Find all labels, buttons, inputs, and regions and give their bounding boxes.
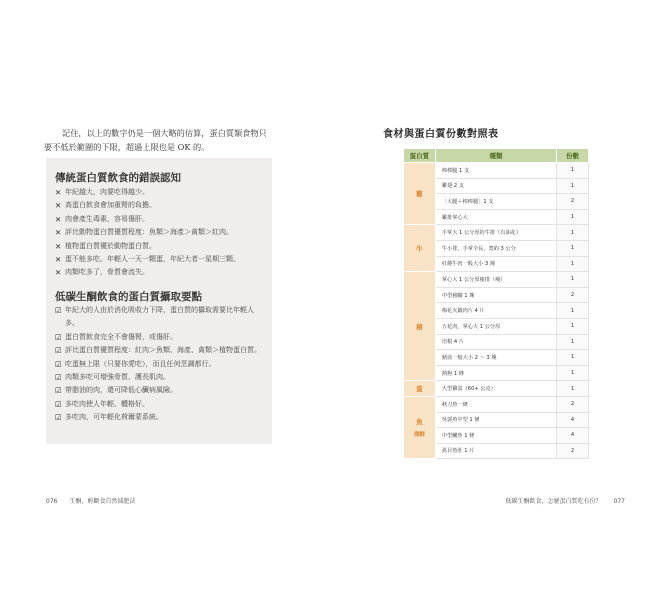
- food-item-cell: 中型鱸魚 1 條: [435, 428, 556, 444]
- table-row: [404, 272, 589, 288]
- list-item: [55, 398, 267, 411]
- header-type: 種類: [435, 149, 556, 163]
- list-item-text: 年紀大的人由於消化吸收力下降，蛋白質的攝取需要比年輕人多。: [65, 306, 254, 328]
- category-cell: [404, 163, 436, 225]
- list-item: [55, 358, 267, 371]
- cross-icon: ✕: [55, 255, 62, 265]
- running-title: 低碳生酮飲食，怎麼蛋白質吃有份？: [505, 498, 602, 505]
- checkbox-icon: ☑: [55, 346, 62, 356]
- category-label: 蛋: [416, 385, 423, 394]
- checkbox-icon: ☑: [55, 386, 62, 396]
- food-item-cell: 豬血一般大小 2 ～ 3 塊: [435, 350, 556, 366]
- table-row: [404, 381, 589, 397]
- cross-icon: ✕: [55, 201, 62, 211]
- category-cell: [404, 396, 436, 458]
- page-number: 077: [613, 498, 625, 505]
- list-item-text: 蛋白質飲食完全不會傷腎，或傷肝。: [65, 332, 177, 341]
- portion-cell: 1: [557, 365, 589, 381]
- food-item-cell: 吳郭魚中型 1 條: [435, 412, 556, 428]
- portion-cell: 2: [557, 194, 589, 210]
- cross-icon: ✕: [55, 214, 62, 224]
- food-item-cell: 〔大腿＋棒棒腿〕1 支: [435, 194, 556, 210]
- portion-cell: 1: [557, 178, 589, 194]
- food-item-cell: 牛小排，手掌全長，寬約 3 公分: [435, 240, 556, 256]
- portion-cell: 2: [557, 396, 589, 412]
- list-item-text: 植物蛋白質優於動物蛋白質。: [65, 241, 156, 250]
- food-item-cell: 雞排掌心大: [435, 209, 556, 225]
- key-points-list: [55, 304, 267, 425]
- food-item-cell: 紅燒牛肉一般大小 3 塊: [435, 256, 556, 272]
- list-item-text: 蛋不能多吃。年輕人一天一顆蛋，年紀大者一星期三顆。: [65, 255, 240, 264]
- list-item: [55, 331, 267, 344]
- right-page: [327, 0, 655, 609]
- category-label: 牛: [416, 244, 423, 253]
- food-item-cell: 雞翅 2 支: [435, 178, 556, 194]
- portion-cell: 1: [557, 225, 589, 241]
- portion-cell: 2: [557, 443, 589, 459]
- checkbox-icon: ☑: [55, 306, 62, 315]
- portion-cell: 1: [557, 209, 589, 225]
- list-item-text: 肉類多吃可增強骨質、護長肌肉。: [65, 373, 170, 382]
- footer-right: [506, 496, 625, 505]
- list-item-text: 高蛋白飲食會加重腎的負擔。: [65, 201, 156, 210]
- food-item-cell: 掌心大 1 公分厚豬排（瘦）: [435, 272, 556, 288]
- running-title: 生酮，輕斷食自然減肥法: [69, 498, 136, 505]
- list-item-text: 多吃肉，可年輕化荷爾蒙系統。: [65, 413, 163, 422]
- list-item: [55, 213, 267, 226]
- portion-cell: 2: [557, 287, 589, 303]
- header-portion: 份數: [557, 149, 589, 163]
- food-item-cell: 秋刀魚一條: [435, 396, 556, 412]
- list-item: [55, 240, 267, 253]
- table-row: [404, 225, 589, 241]
- food-item-cell: 手掌大 1 公分厚的牛排（有油花）: [435, 225, 556, 241]
- portion-cell: 1: [557, 303, 589, 319]
- food-item-cell: 棒棒腿 1 支: [435, 163, 556, 179]
- food-item-cell: 虱目魚肚 1 片: [435, 443, 556, 459]
- list-item: [55, 384, 267, 397]
- portion-cell: 1: [557, 318, 589, 334]
- category-label: 豬: [416, 322, 423, 331]
- list-item-text: 評比蛋白質優質程度：紅肉＞魚類、海產、禽類＞植物蛋白質。: [65, 346, 261, 355]
- food-item-cell: 中型豬腳 1 塊: [435, 287, 556, 303]
- table-header-row: [404, 149, 589, 163]
- food-item-cell: 熱狗 1 條: [435, 365, 556, 381]
- table-row: [404, 396, 589, 412]
- list-item-text: 肉會產生毒素，容易傷肝。: [65, 214, 149, 223]
- list-item-text: 肉類吃多了，骨質會流失。: [65, 268, 149, 277]
- portion-cell: 4: [557, 428, 589, 444]
- protein-table: [403, 148, 589, 459]
- category-label: 雞: [416, 190, 423, 199]
- category-cell: [404, 381, 436, 397]
- header-protein: 蛋白質: [404, 149, 436, 163]
- category-cell: [404, 272, 436, 381]
- info-box: [46, 158, 272, 444]
- page-number: 076: [46, 498, 58, 505]
- intro-paragraph: 記住，以上的數字仍是一個大略的估算，蛋白質類食物只要不低於範圍的下限，超過上限也是 OK 的。: [44, 128, 267, 152]
- list-item: [55, 304, 267, 331]
- list-item: [55, 411, 267, 424]
- list-item-text: 年紀越大，肉要吃得越少。: [65, 188, 149, 196]
- checkbox-icon: ☑: [55, 332, 62, 342]
- list-item-text: 評比動物蛋白質優質程度：魚類＞海產＞禽類＞紅肉。: [65, 228, 233, 237]
- list-item: [55, 199, 267, 212]
- list-item-text: 吃蛋無上限（只要你愛吃），而且任何烹調都行。: [65, 359, 216, 368]
- food-item-cell: 培根 4 片: [435, 334, 556, 350]
- portion-cell: 1: [557, 272, 589, 288]
- food-item-cell: 梅花火鍋肉片 4 片: [435, 303, 556, 319]
- left-page: [0, 0, 327, 609]
- category-sublabel: 海鮮: [413, 432, 425, 439]
- category-cell: [404, 225, 436, 272]
- checkbox-icon: ☑: [55, 399, 62, 409]
- section-title-key-points: 低碳生酮飲食的蛋白質攝取要點: [55, 291, 202, 303]
- portion-cell: 1: [557, 334, 589, 350]
- section-title-misconceptions: 傳統蛋白質飲食的錯誤認知: [55, 172, 181, 184]
- portion-cell: 4: [557, 412, 589, 428]
- list-item: [55, 266, 267, 279]
- cross-icon: ✕: [55, 188, 62, 197]
- food-item-cell: 五花肉，掌心大 1 公分厚: [435, 318, 556, 334]
- cross-icon: ✕: [55, 241, 62, 251]
- checkbox-icon: ☑: [55, 373, 62, 383]
- misconceptions-list: [55, 186, 267, 280]
- list-item: [55, 253, 267, 266]
- portion-cell: 1: [557, 163, 589, 179]
- list-item: [55, 226, 267, 239]
- checkbox-icon: ☑: [55, 413, 62, 423]
- list-item: [55, 344, 267, 357]
- list-item: [55, 186, 267, 199]
- cross-icon: ✕: [55, 228, 62, 238]
- portion-cell: 1: [557, 381, 589, 397]
- list-item: [55, 371, 267, 384]
- portion-cell: 1: [557, 256, 589, 272]
- table-row: [404, 163, 589, 179]
- footer-left: [46, 496, 135, 505]
- checkbox-icon: ☑: [55, 359, 62, 369]
- table-title: 食材與蛋白質份數對照表: [383, 129, 499, 140]
- food-item-cell: 大型雞蛋（60+ 公克）: [435, 381, 556, 397]
- portion-cell: 1: [557, 350, 589, 366]
- cross-icon: ✕: [55, 268, 62, 278]
- portion-cell: 1: [557, 240, 589, 256]
- list-item-text: 多吃肉使人年輕、體格好。: [65, 399, 149, 408]
- list-item-text: 帶脂油的肉，還可降低心臟病風險。: [65, 386, 177, 395]
- category-label: 魚: [416, 418, 423, 427]
